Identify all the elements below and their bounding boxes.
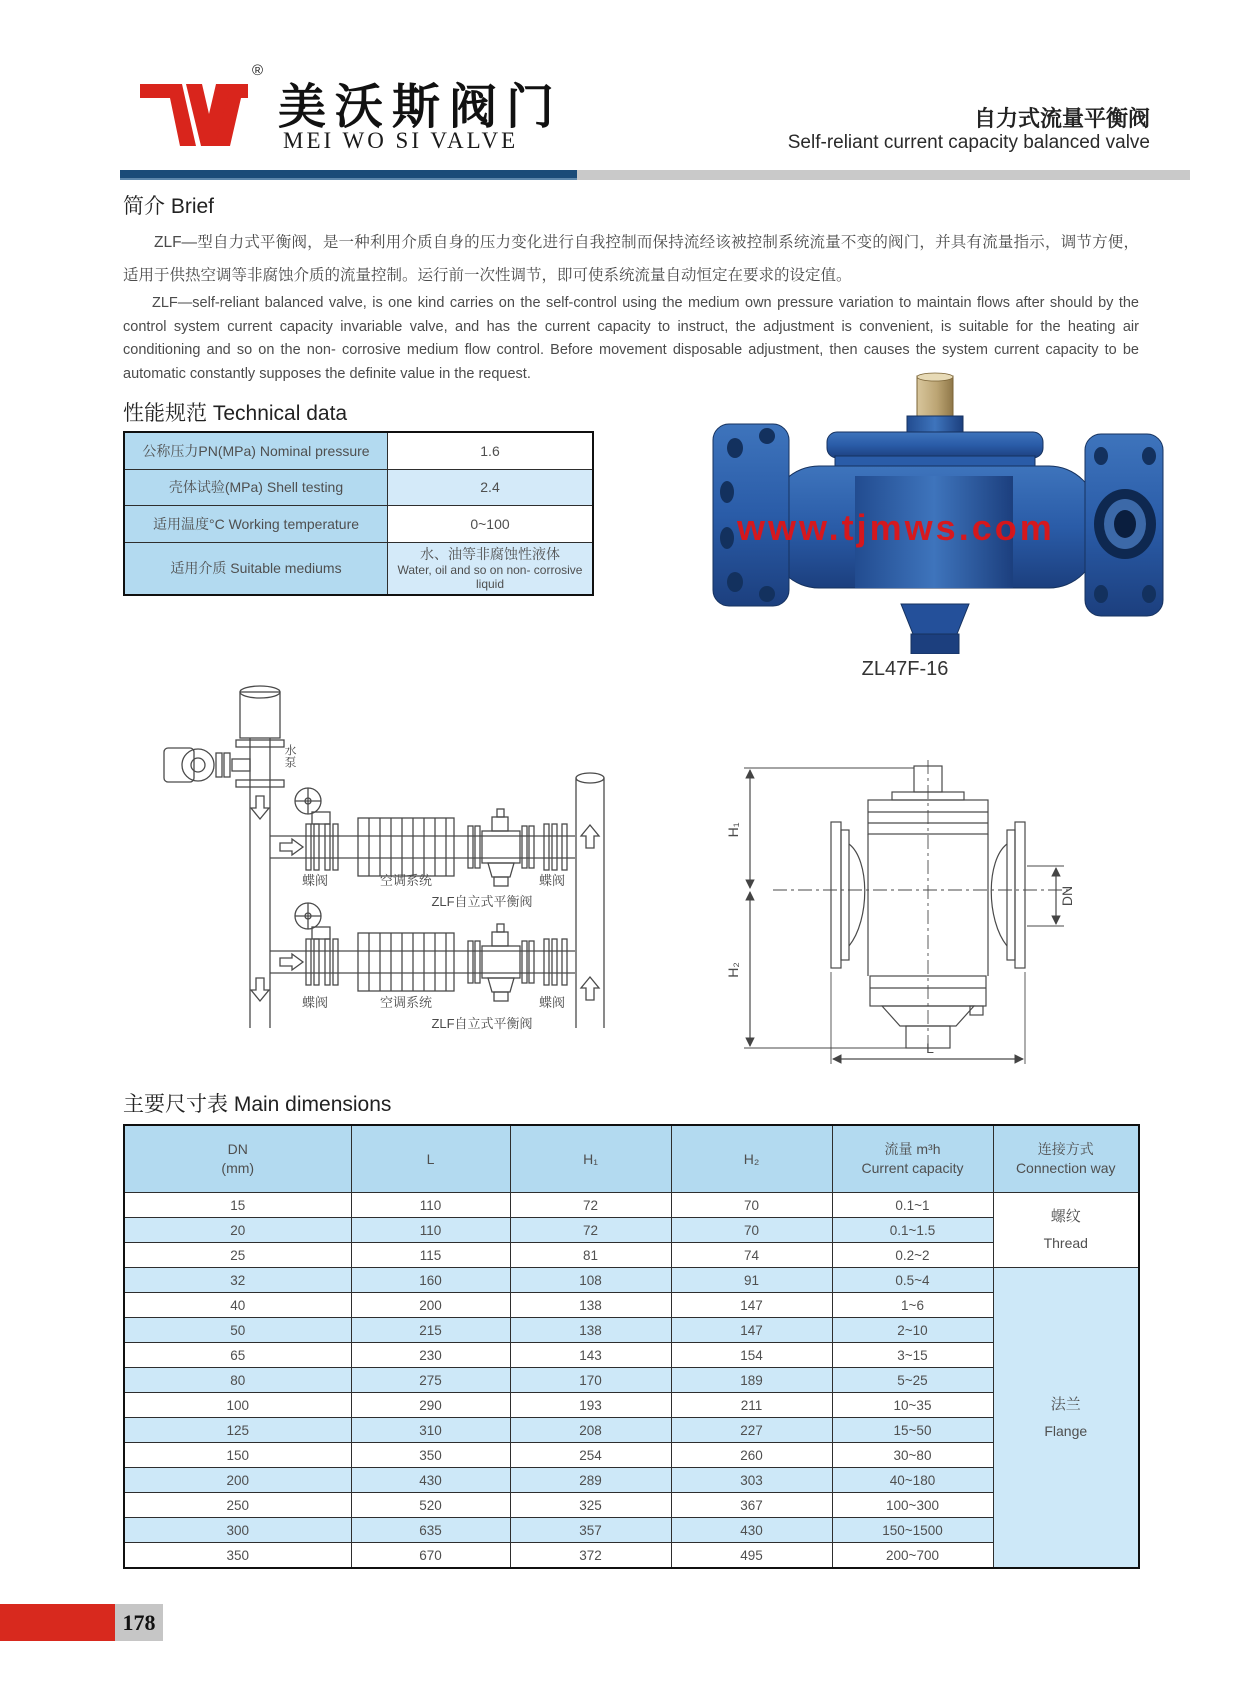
tech-value-en: Water, oil and so on non- corrosive liquid xyxy=(397,563,583,592)
ac-system-label: 空调系统 xyxy=(379,995,433,1010)
dim-label-h1: H₁ xyxy=(725,822,741,838)
table-row xyxy=(124,1518,1139,1543)
dim-label-l: L xyxy=(926,1040,934,1056)
down-arrow xyxy=(251,978,269,1001)
valve-product-photo xyxy=(705,372,1165,654)
cell-flow: 3~15 xyxy=(832,1343,993,1368)
table-row xyxy=(124,542,593,595)
cell-l: 430 xyxy=(351,1468,510,1493)
cell-flow: 40~180 xyxy=(832,1468,993,1493)
cell-h1: 372 xyxy=(510,1543,671,1569)
technical-data-table xyxy=(123,431,594,596)
col-header-connection xyxy=(993,1125,1139,1193)
cell-flow: 10~35 xyxy=(832,1393,993,1418)
cell-h1: 72 xyxy=(510,1193,671,1218)
tech-value xyxy=(388,542,594,595)
cell-flow: 150~1500 xyxy=(832,1518,993,1543)
table-row xyxy=(124,1393,1139,1418)
cell-h1: 108 xyxy=(510,1268,671,1293)
cell-flow: 30~80 xyxy=(832,1443,993,1468)
connection-cn: 法兰 xyxy=(1050,1395,1081,1413)
cell-l: 310 xyxy=(351,1418,510,1443)
divider-gray-segment xyxy=(577,170,1190,180)
table-header-row xyxy=(124,1125,1139,1193)
cell-dn: 250 xyxy=(124,1493,351,1518)
cell-l: 110 xyxy=(351,1193,510,1218)
cell-l: 230 xyxy=(351,1343,510,1368)
header-flow-cn: 流量 m³h xyxy=(884,1141,941,1157)
footer-page-tab xyxy=(115,1604,163,1641)
tech-value-cn: 水、油等非腐蚀性液体 xyxy=(420,546,560,563)
cell-l: 115 xyxy=(351,1243,510,1268)
dimensions-table-body xyxy=(124,1193,1139,1569)
cell-dn: 65 xyxy=(124,1343,351,1368)
cell-l: 350 xyxy=(351,1443,510,1468)
cell-flow: 0.1~1 xyxy=(832,1193,993,1218)
watermark-text: www.tjmws.com xyxy=(737,507,1055,548)
cell-h2: 147 xyxy=(671,1318,832,1343)
col-header-flow xyxy=(832,1125,993,1193)
installation-diagram xyxy=(152,632,652,1032)
cell-h1: 254 xyxy=(510,1443,671,1468)
cell-h1: 143 xyxy=(510,1343,671,1368)
cell-flow: 15~50 xyxy=(832,1418,993,1443)
butterfly-valve-label: 蝶阀 xyxy=(301,873,329,888)
photo-caption: ZL47F-16 xyxy=(861,658,949,680)
table-row xyxy=(124,1343,1139,1368)
cell-l: 200 xyxy=(351,1293,510,1318)
header-conn-cn: 连接方式 xyxy=(1037,1141,1094,1157)
cell-dn: 50 xyxy=(124,1318,351,1343)
cell-dn: 125 xyxy=(124,1418,351,1443)
table-row xyxy=(124,1193,1139,1218)
tech-value: 2.4 xyxy=(388,469,594,505)
butterfly-valve-label: 蝶阀 xyxy=(538,995,566,1010)
cell-flow: 0.1~1.5 xyxy=(832,1218,993,1243)
table-row xyxy=(124,1443,1139,1468)
connection-en: Flange xyxy=(1044,1422,1088,1439)
cell-flow: 200~700 xyxy=(832,1543,993,1569)
cell-h2: 70 xyxy=(671,1218,832,1243)
cell-dn: 80 xyxy=(124,1368,351,1393)
table-row xyxy=(124,1218,1139,1243)
cell-h2: 495 xyxy=(671,1543,832,1569)
cell-dn: 350 xyxy=(124,1543,351,1569)
header-divider-bar xyxy=(120,170,1190,180)
product-title-cn: 自力式流量平衡阀 xyxy=(973,106,1150,131)
table-row xyxy=(124,505,593,542)
dim-label-dn: DN xyxy=(1059,885,1075,907)
cell-dn: 200 xyxy=(124,1468,351,1493)
cell-flow: 5~25 xyxy=(832,1368,993,1393)
col-header-h2: H₂ xyxy=(671,1125,832,1193)
table-row xyxy=(124,1468,1139,1493)
ac-system-label: 空调系统 xyxy=(379,873,433,888)
connection-cell xyxy=(993,1268,1139,1569)
cell-h2: 70 xyxy=(671,1193,832,1218)
cell-h2: 74 xyxy=(671,1243,832,1268)
cell-h1: 193 xyxy=(510,1393,671,1418)
cell-h2: 260 xyxy=(671,1443,832,1468)
up-arrow xyxy=(581,825,599,848)
cell-h1: 138 xyxy=(510,1318,671,1343)
tech-label: 壳体试验(MPa) Shell testing xyxy=(124,469,388,505)
cell-h2: 367 xyxy=(671,1493,832,1518)
cell-h1: 138 xyxy=(510,1293,671,1318)
butterfly-valve-label: 蝶阀 xyxy=(301,995,329,1010)
cell-l: 635 xyxy=(351,1518,510,1543)
cell-l: 275 xyxy=(351,1368,510,1393)
cell-dn: 32 xyxy=(124,1268,351,1293)
cell-flow: 2~10 xyxy=(832,1318,993,1343)
butterfly-valve-label: 蝶阀 xyxy=(538,873,566,888)
cell-h2: 211 xyxy=(671,1393,832,1418)
cell-h2: 154 xyxy=(671,1343,832,1368)
table-row xyxy=(124,432,593,469)
cell-h2: 303 xyxy=(671,1468,832,1493)
header-dn-unit: (mm) xyxy=(221,1160,255,1176)
page-number: 178 xyxy=(122,1609,156,1635)
expansion-tank xyxy=(240,692,280,738)
cell-dn: 100 xyxy=(124,1393,351,1418)
valve-stem xyxy=(917,376,953,420)
table-row xyxy=(124,1293,1139,1318)
cell-l: 670 xyxy=(351,1543,510,1569)
table-row xyxy=(124,1543,1139,1569)
dimensions-section-title: 主要尺寸表 Main dimensions xyxy=(123,1093,392,1116)
cell-h2: 430 xyxy=(671,1518,832,1543)
cell-flow: 100~300 xyxy=(832,1493,993,1518)
connection-en: Thread xyxy=(1043,1235,1088,1251)
tech-value: 0~100 xyxy=(388,505,594,542)
table-row xyxy=(124,469,593,505)
col-header-h1: H₁ xyxy=(510,1125,671,1193)
connection-cell xyxy=(993,1193,1139,1268)
pump-label: 水泵 xyxy=(283,744,297,768)
header-conn-en: Connection way xyxy=(1015,1160,1116,1176)
cell-l: 110 xyxy=(351,1218,510,1243)
brief-section-title: 简介 Brief xyxy=(123,195,215,218)
cell-l: 520 xyxy=(351,1493,510,1518)
col-header-dn xyxy=(124,1125,351,1193)
technical-section-title: 性能规范 Technical data xyxy=(123,402,348,425)
cell-flow: 0.5~4 xyxy=(832,1268,993,1293)
tech-value: 1.6 xyxy=(388,432,594,469)
cell-l: 290 xyxy=(351,1393,510,1418)
cell-l: 160 xyxy=(351,1268,510,1293)
cell-h1: 72 xyxy=(510,1218,671,1243)
table-row xyxy=(124,1268,1139,1293)
table-row xyxy=(124,1368,1139,1393)
tech-label: 适用温度°C Working temperature xyxy=(124,505,388,542)
connection-cn: 螺纹 xyxy=(1050,1208,1081,1225)
cell-h2: 147 xyxy=(671,1293,832,1318)
table-row xyxy=(124,1418,1139,1443)
table-row xyxy=(124,1243,1139,1268)
header-dn: DN xyxy=(227,1141,248,1157)
footer-red-bar xyxy=(0,1604,115,1641)
registered-mark: ® xyxy=(252,62,264,79)
col-header-l: L xyxy=(351,1125,510,1193)
brand-name-cn: 美沃斯阀门 xyxy=(278,79,564,135)
cell-flow: 1~6 xyxy=(832,1293,993,1318)
cell-dn: 15 xyxy=(124,1193,351,1218)
tech-label: 公称压力PN(MPa) Nominal pressure xyxy=(124,432,388,469)
brief-paragraph-cn: ZLF—型自力式平衡阀，是一种利用介质自身的压力变化进行自我控制而保持流经该被控制系统流量不变的阀门，并具有流量指示，调节方便，适用于供热空调等非腐蚀介质的流量控制。运行前一次性调节，即可使系统流量自动恒定在要求的设定值。 xyxy=(123,234,1139,284)
cell-dn: 150 xyxy=(124,1443,351,1468)
product-title-en: Self-reliant current capacity balanced valve xyxy=(787,132,1150,153)
tech-label: 适用介质 Suitable mediums xyxy=(124,542,388,595)
cell-h1: 325 xyxy=(510,1493,671,1518)
cell-dn: 300 xyxy=(124,1518,351,1543)
cell-h2: 189 xyxy=(671,1368,832,1393)
cell-h1: 357 xyxy=(510,1518,671,1543)
cell-dn: 40 xyxy=(124,1293,351,1318)
cell-h1: 170 xyxy=(510,1368,671,1393)
brand-name-en: MEI WO SI VALVE xyxy=(283,128,519,153)
brand-logo xyxy=(138,76,250,150)
balance-valve-label: ZLF自立式平衡阀 xyxy=(431,894,533,909)
balance-valve-label: ZLF自立式平衡阀 xyxy=(431,1016,533,1031)
main-dimensions-table xyxy=(123,1124,1140,1569)
bottom-stem xyxy=(911,634,959,654)
dimension-drawing xyxy=(718,760,1142,1070)
up-arrow xyxy=(581,977,599,1000)
brief-paragraph-en: ZLF—self-reliant balanced valve, is one kind carries on the self-control using the medium own pressure variation to maintain flows after should by the control system current capacity invariable valve, and has the current capacity to instruct, the adjustment is convenient, is suitable for the heating air conditioning and so on the non- corrosive medium flow control. Before movement disposable adjustment, then causes the system current capacity to be automatic constantly supposes the definite value in the request. xyxy=(123,295,1139,382)
cell-l: 215 xyxy=(351,1318,510,1343)
cell-h1: 289 xyxy=(510,1468,671,1493)
down-arrow xyxy=(251,796,269,819)
table-row xyxy=(124,1493,1139,1518)
table-row xyxy=(124,1318,1139,1343)
cell-h1: 208 xyxy=(510,1418,671,1443)
header-flow-en: Current capacity xyxy=(861,1160,964,1176)
cell-flow: 0.2~2 xyxy=(832,1243,993,1268)
cell-dn: 25 xyxy=(124,1243,351,1268)
dim-label-h2: H₂ xyxy=(725,962,741,978)
cell-h2: 91 xyxy=(671,1268,832,1293)
cell-dn: 20 xyxy=(124,1218,351,1243)
cell-h1: 81 xyxy=(510,1243,671,1268)
cell-h2: 227 xyxy=(671,1418,832,1443)
divider-blue-segment xyxy=(120,170,577,180)
pump xyxy=(164,748,194,782)
